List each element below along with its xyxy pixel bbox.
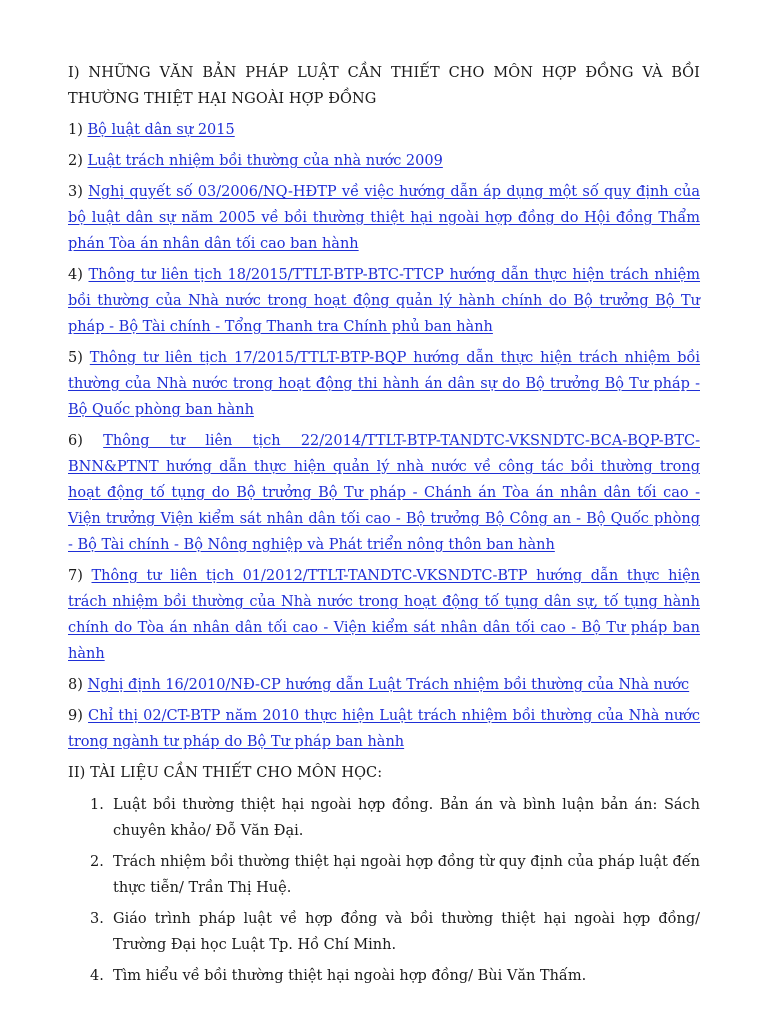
list-number: 3. bbox=[90, 911, 104, 927]
law-reference-item bbox=[68, 703, 700, 755]
law-reference-item bbox=[68, 179, 700, 257]
list-item-text: Trách nhiệm bồi thường thiệt hại ngoài hợp đồng từ quy định của pháp luật đến thực tiễn/ Trần Thị Huệ. bbox=[113, 854, 700, 896]
list-item-text: Luật bồi thường thiệt hại ngoài hợp đồng. Bản án và bình luận bản án: Sách chuyên khảo/ Đỗ Văn Đại. bbox=[113, 797, 700, 839]
law-link[interactable]: Thông tư liên tịch 18/2015/TTLT-BTP-BTC-TTCP hướng dẫn thực hiện trách nhiệm bồi thường của Nhà nước trong hoạt động quản lý hành chính do Bộ trưởng Bộ Tư pháp - Bộ Tài chính - Tổng Thanh tra Chính phủ ban hành bbox=[68, 267, 701, 335]
list-item bbox=[68, 963, 700, 989]
list-item-text: Giáo trình pháp luật về hợp đồng và bồi thường thiệt hại ngoài hợp đồng/ Trường Đại học Luật Tp. Hồ Chí Minh. bbox=[113, 911, 700, 953]
item-number: 7) bbox=[68, 568, 83, 584]
law-reference-item bbox=[68, 672, 700, 698]
item-number: 3) bbox=[68, 184, 83, 200]
law-reference-item bbox=[68, 428, 700, 558]
law-link[interactable]: Nghị quyết số 03/2006/NQ-HĐTP về việc hướng dẫn áp dụng một số quy định của bộ luật dân sự năm 2005 về bồi thường thiệt hại ngoài hợp đồng do Hội đồng Thẩm phán Tòa án nhân dân tối cao ban hành bbox=[68, 184, 700, 252]
item-number: 9) bbox=[68, 708, 83, 724]
document-page bbox=[68, 60, 700, 994]
law-reference-item bbox=[68, 117, 700, 143]
law-link[interactable]: Thông tư liên tịch 22/2014/TTLT-BTP-TANDTC-VKSNDTC-BCA-BQP-BTC-BNN&PTNT hướng dẫn thực hiện quản lý nhà nước về công tác bồi thường trong hoạt động tố tụng do Bộ trưởng Bộ Tư pháp - Chánh án Tòa án nhân dân tối cao - Viện trưởng Viện kiểm sát nhân dân tối cao - Bộ trưởng Bộ Công an - Bộ Quốc phòng - Bộ Tài chính - Bộ Nông nghiệp và Phát triển nông thôn ban hành bbox=[68, 433, 700, 553]
item-number: 1) bbox=[68, 122, 83, 138]
law-reference-item bbox=[68, 563, 700, 667]
item-number: 2) bbox=[68, 153, 83, 169]
list-item bbox=[68, 792, 700, 844]
law-reference-item bbox=[68, 148, 700, 174]
item-number: 4) bbox=[68, 267, 83, 283]
item-number: 5) bbox=[68, 350, 83, 366]
list-number: 2. bbox=[90, 854, 104, 870]
law-link[interactable]: Chỉ thị 02/CT-BTP năm 2010 thực hiện Luật trách nhiệm bồi thường của Nhà nước trong ngành tư pháp do Bộ Tư pháp ban hành bbox=[68, 708, 701, 750]
list-item-text: Tìm hiểu về bồi thường thiệt hại ngoài hợp đồng/ Bùi Văn Thấm. bbox=[113, 968, 587, 984]
reading-list bbox=[68, 792, 700, 989]
item-number: 8) bbox=[68, 677, 83, 693]
law-reference-item bbox=[68, 262, 700, 340]
list-item bbox=[68, 906, 700, 958]
law-link[interactable]: Luật trách nhiệm bồi thường của nhà nước 2009 bbox=[87, 153, 443, 169]
law-link[interactable]: Thông tư liên tịch 01/2012/TTLT-TANDTC-VKSNDTC-BTP hướng dẫn thực hiện trách nhiệm bồi thường của Nhà nước trong hoạt động tố tụng dân sự, tố tụng hành chính do Tòa án nhân dân tối cao - Viện kiểm sát nhân dân tối cao - Bộ Tư pháp ban hành bbox=[68, 568, 700, 662]
law-link[interactable]: Bộ luật dân sự 2015 bbox=[87, 122, 235, 138]
item-number: 6) bbox=[68, 433, 83, 449]
law-link[interactable]: Nghị định 16/2010/NĐ-CP hướng dẫn Luật Trách nhiệm bồi thường của Nhà nước bbox=[87, 677, 690, 693]
section-2-heading: II) TÀI LIỆU CẦN THIẾT CHO MÔN HỌC: bbox=[68, 765, 383, 781]
law-reference-item bbox=[68, 345, 700, 423]
section-1-heading: I) NHỮNG VĂN BẢN PHÁP LUẬT CẦN THIẾT CHO MÔN HỢP ĐỒNG VÀ BỒI THƯỜNG THIỆT HẠI NGOÀI HỢP ĐỒNG bbox=[68, 65, 700, 107]
list-number: 4. bbox=[90, 968, 104, 984]
list-item bbox=[68, 849, 700, 901]
list-number: 1. bbox=[90, 797, 104, 813]
law-link[interactable]: Thông tư liên tịch 17/2015/TTLT-BTP-BQP hướng dẫn thực hiện trách nhiệm bồi thường của Nhà nước trong hoạt động thi hành án dân sự do Bộ trưởng Bộ Tư pháp - Bộ Quốc phòng ban hành bbox=[68, 350, 701, 418]
